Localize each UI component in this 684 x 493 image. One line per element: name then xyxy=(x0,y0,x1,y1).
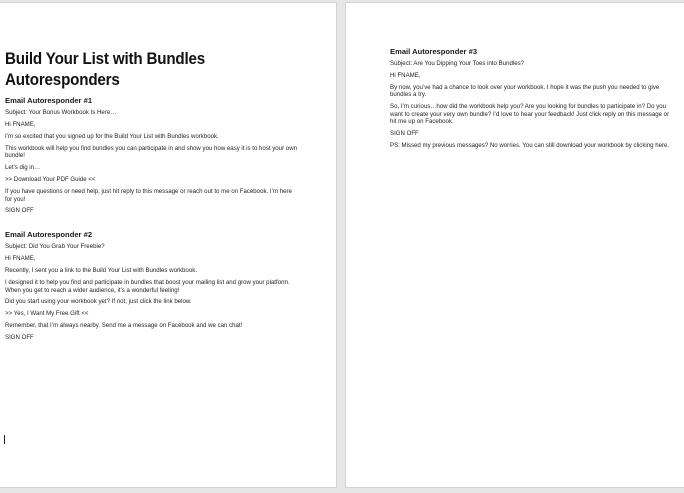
body-paragraph: SIGN OFF xyxy=(390,130,419,138)
body-paragraph: Let’s dig in… xyxy=(5,164,41,172)
page-2-content[interactable] xyxy=(390,47,675,154)
body-paragraph: SIGN OFF xyxy=(5,334,34,342)
body-paragraph: Recently, I sent you a link to the Build Your List with Bundles workbook. xyxy=(5,267,197,275)
page-1-sections xyxy=(5,96,300,342)
body-paragraph: Remember, that I’m always nearby. Send me a message on Facebook and we can chat! xyxy=(5,322,243,330)
document-title: Build Your List with Bundles Autoresponders xyxy=(5,50,206,89)
body-paragraph: I designed it to help you find and participate in bundles that boost your mailing list and grow your platform. When you get to reach a wider audience, it’s a wonderful feeling! xyxy=(5,278,290,294)
body-paragraph: If you have questions or need help, just hit reply to this message or reach out to me on Facebook. I’m here for you! xyxy=(5,187,292,203)
section-heading: Email Autoresponder #2 xyxy=(5,230,93,240)
body-paragraph: Hi FNAME, xyxy=(390,71,421,79)
document-page-2[interactable] xyxy=(345,2,684,488)
body-paragraph: By now, you’ve had a chance to look over your workbook. I hope it was the push you needed to give bundles a try. xyxy=(390,83,660,99)
body-paragraph: Subject: Are You Dipping Your Toes into Bundles? xyxy=(390,60,525,67)
text-cursor xyxy=(4,435,5,444)
body-paragraph: Hi FNAME, xyxy=(5,120,36,128)
document-page-1[interactable] xyxy=(0,2,337,488)
section-gap xyxy=(5,219,300,230)
page-1-content[interactable] xyxy=(5,49,300,346)
section-heading: Email Autoresponder #1 xyxy=(5,96,93,105)
body-paragraph: Did you start using your workbook yet? If not, just click the link below. xyxy=(5,298,192,306)
page-2-sections xyxy=(390,47,675,150)
body-paragraph: >> Yes, I Want My Free Gift << xyxy=(5,310,89,318)
body-paragraph: Hi FNAME, xyxy=(5,255,36,263)
body-paragraph: SIGN OFF xyxy=(5,207,34,215)
body-paragraph: PS: Missed my previous messages? No worries. You can still download your workbook by clicking here. xyxy=(390,142,670,150)
body-paragraph: So, I’m curious…how did the workbook help you? Are you looking for bundles to participate in? Do you want to create your very own bundle? I’d love to hear your feedback! Just click reply on this message or hit me up on Facebook. xyxy=(390,103,670,126)
body-paragraph: I’m so excited that you signed up for the Build Your List with Bundles workbook. xyxy=(5,132,219,140)
section-heading: Email Autoresponder #3 xyxy=(390,47,478,56)
body-paragraph: >> Download Your PDF Guide << xyxy=(5,176,96,184)
body-paragraph: Subject: Did You Grab Your Freebie? xyxy=(5,243,105,251)
body-paragraph: Subject: Your Bonus Workbook Is Here… xyxy=(5,109,117,116)
body-paragraph: This workbook will help you find bundles you can participate in and show you how easy it is to host your own bundle! xyxy=(5,144,297,160)
